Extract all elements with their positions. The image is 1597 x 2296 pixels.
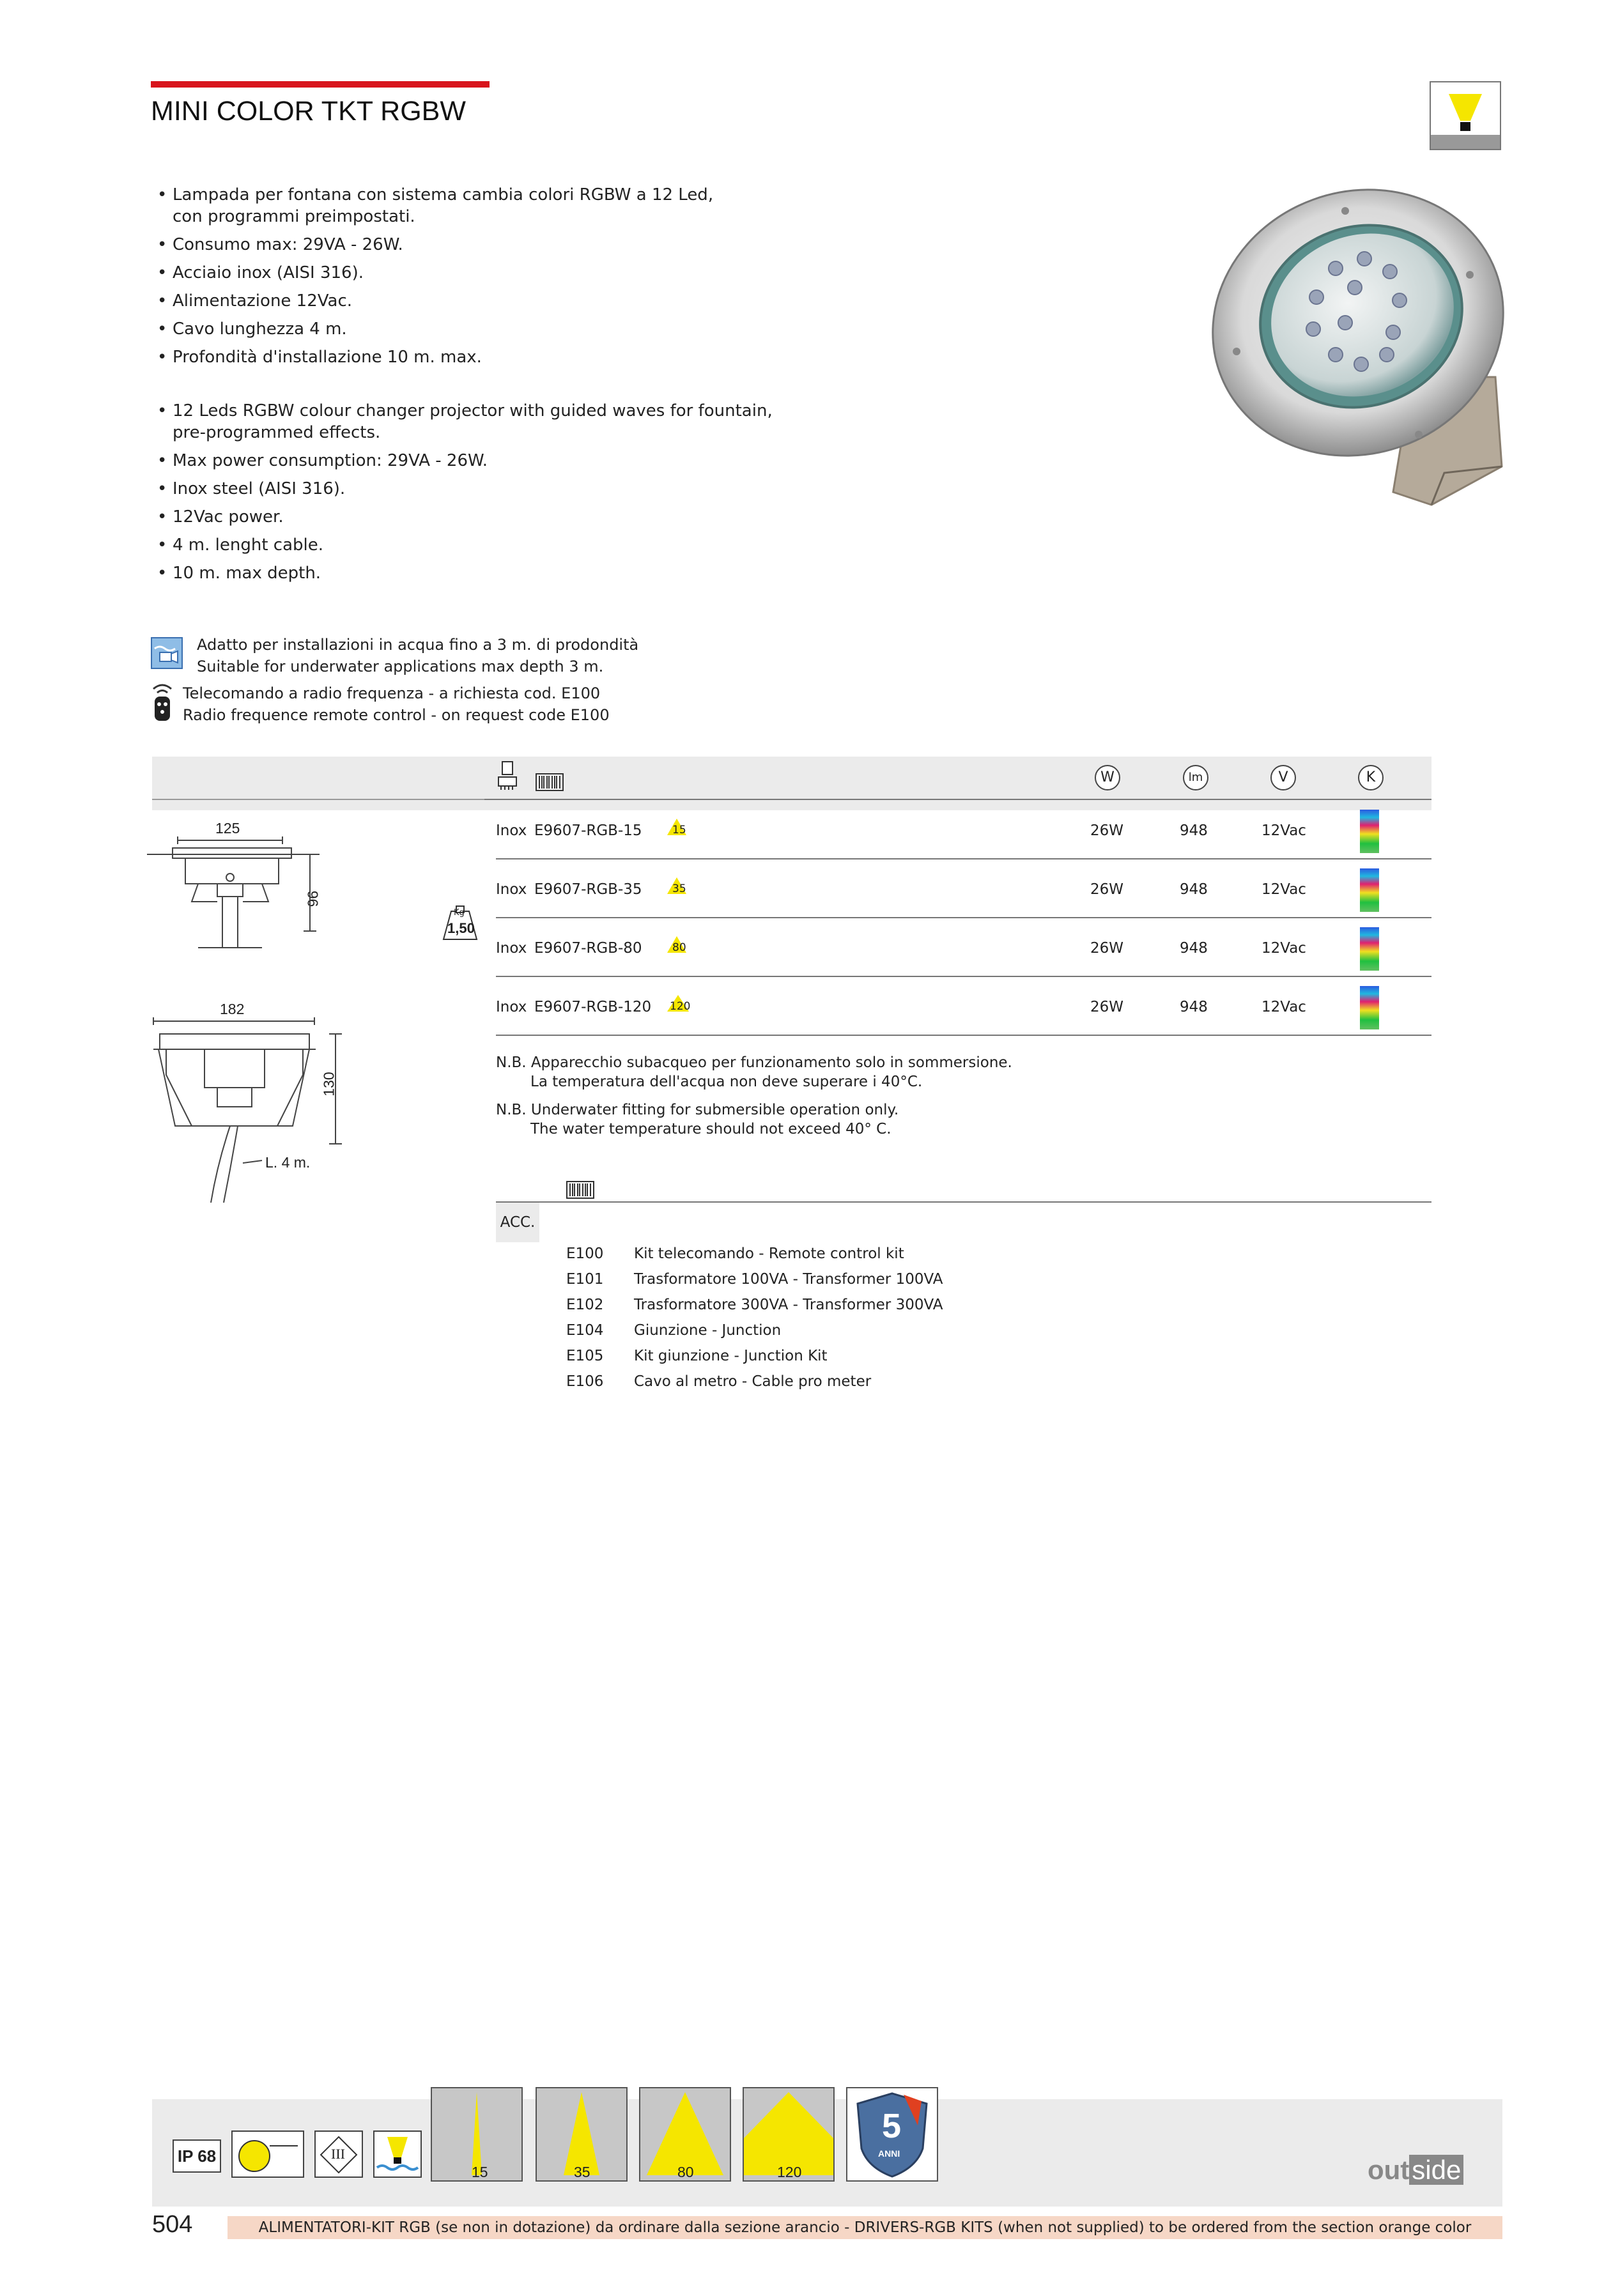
- note-en-1: N.B. Underwater fitting for submersible operation only.: [496, 1102, 899, 1118]
- water-info-it: Adatto per installazioni in acqua fino a 3 m. di prodondità: [197, 636, 639, 654]
- side-view-drawing: [147, 1016, 351, 1208]
- bullet-it-1: • Lampada per fontana con sistema cambia colori RGBW a 12 Led,: [157, 181, 773, 209]
- header-lumen: lm: [1183, 765, 1208, 790]
- remote-info-en: Radio frequence remote control - on request code E100: [183, 706, 610, 724]
- cell-beam: 15: [672, 824, 686, 836]
- underwater-lamp-icon: [373, 2130, 422, 2178]
- acc-code: E101: [566, 1271, 604, 1288]
- rgb-color-icon: [1360, 986, 1379, 1029]
- cell-beam: 120: [670, 1000, 691, 1013]
- lamp-body-icon: [231, 2130, 304, 2178]
- bullet-it-2: • Consumo max: 29VA - 26W.: [157, 231, 773, 259]
- note-it-1: N.B. Apparecchio subacqueo per funzionamento solo in sommersione.: [496, 1054, 1012, 1071]
- page-title: MINI COLOR TKT RGBW: [151, 96, 466, 127]
- dim1-height: 96: [304, 890, 321, 907]
- list-item: [566, 1267, 943, 1292]
- rgb-color-icon: [1360, 927, 1379, 971]
- product-table: [496, 802, 1431, 1038]
- cell-volt: 12Vac: [1261, 999, 1306, 1015]
- beam-15-label: 15: [472, 2164, 488, 2180]
- cell-watt: 26W: [1090, 999, 1124, 1015]
- cell-code: E9607-RGB-120: [534, 999, 652, 1015]
- cell-material: Inox: [496, 999, 527, 1015]
- cell-lumen: 948: [1180, 999, 1208, 1015]
- acc-desc: Trasformatore 100VA - Transformer 100VA: [634, 1271, 943, 1288]
- cell-volt: 12Vac: [1261, 940, 1306, 957]
- bullet-it-5: • Cavo lunghezza 4 m.: [157, 315, 773, 343]
- remote-info: [183, 682, 610, 726]
- table-row: [496, 861, 1431, 920]
- acc-desc: Giunzione - Junction: [634, 1322, 782, 1339]
- bullet-en-3: • Inox steel (AISI 316).: [157, 475, 773, 503]
- cell-beam: 35: [672, 882, 686, 895]
- note-it-2: La temperatura dell'acqua non deve superare i 40°C.: [530, 1074, 923, 1090]
- note-en-2: The water temperature should not exceed 40° C.: [530, 1121, 891, 1137]
- beam-120-label: 120: [777, 2164, 802, 2180]
- cell-lumen: 948: [1180, 822, 1208, 839]
- water-info: [197, 634, 638, 677]
- cell-volt: 12Vac: [1261, 822, 1306, 839]
- rgb-color-icon: [1360, 868, 1379, 912]
- cell-material: Inox: [496, 940, 527, 957]
- acc-code: E102: [566, 1297, 604, 1313]
- dim1-width: 125: [215, 820, 240, 836]
- cell-lumen: 948: [1180, 940, 1208, 957]
- cable-length: L. 4 m.: [265, 1154, 311, 1171]
- title-accent-bar: [151, 81, 490, 88]
- warranty-word: ANNI: [878, 2148, 900, 2159]
- accessory-barcode-icon: [566, 1181, 594, 1199]
- warranty-years: 5: [882, 2107, 902, 2145]
- description-list: [157, 181, 773, 587]
- remote-info-it: Telecomando a radio frequenza - a richiesta cod. E100: [183, 684, 601, 702]
- bullet-en-4: • 12Vac power.: [157, 503, 773, 531]
- dim2-height: 130: [320, 1072, 337, 1097]
- accessory-label: ACC.: [496, 1203, 539, 1242]
- dim2-width: 182: [220, 1001, 245, 1017]
- table-row: [496, 802, 1431, 861]
- cell-material: Inox: [496, 881, 527, 898]
- product-photo: [1201, 185, 1534, 518]
- beam-80-label: 80: [677, 2164, 694, 2180]
- bullet-it-6: • Profondità d'installazione 10 m. max.: [157, 343, 773, 371]
- divider: [152, 799, 484, 800]
- divider: [496, 1201, 1431, 1203]
- list-item: [566, 1318, 943, 1343]
- bullet-en-5: • 4 m. lenght cable.: [157, 531, 773, 559]
- page-number: 504: [152, 2211, 193, 2238]
- table-row: [496, 978, 1431, 1037]
- acc-desc: Cavo al metro - Cable pro meter: [634, 1373, 872, 1390]
- divider: [496, 858, 1431, 859]
- list-item: [566, 1241, 943, 1267]
- cell-code: E9607-RGB-80: [534, 940, 642, 957]
- header-kelvin: K: [1358, 765, 1384, 790]
- underwater-icon: [151, 637, 183, 669]
- bullet-it-4: • Alimentazione 12Vac.: [157, 287, 773, 315]
- rgb-color-icon: [1360, 810, 1379, 853]
- acc-code: E105: [566, 1348, 604, 1364]
- bullet-en-6: • 10 m. max depth.: [157, 559, 773, 587]
- brand-logo-b: side: [1409, 2155, 1463, 2185]
- bullet-en-2: • Max power consumption: 29VA - 26W.: [157, 447, 773, 475]
- header-watt: W: [1095, 765, 1120, 790]
- remote-control-icon: [150, 682, 175, 722]
- cell-code: E9607-RGB-35: [534, 881, 642, 898]
- cell-watt: 26W: [1090, 881, 1124, 898]
- divider: [496, 1035, 1431, 1036]
- cell-watt: 26W: [1090, 940, 1124, 957]
- acc-desc: Kit telecomando - Remote control kit: [634, 1245, 904, 1262]
- cell-volt: 12Vac: [1261, 881, 1306, 898]
- category-lamp-icon: [1430, 81, 1501, 150]
- bullet-en-1-cont: pre-programmed effects.: [173, 423, 381, 442]
- barcode-icon: [536, 773, 564, 791]
- cell-material: Inox: [496, 822, 527, 839]
- divider: [496, 917, 1431, 918]
- brand-logo: [1368, 2155, 1463, 2185]
- water-info-en: Suitable for underwater applications max depth 3 m.: [197, 658, 604, 675]
- class-label: III: [331, 2146, 345, 2162]
- bullet-en-1: • 12 Leds RGBW colour changer projector with guided waves for fountain,: [157, 397, 773, 425]
- weight-unit: Kg: [454, 908, 465, 918]
- beam-35-label: 35: [574, 2164, 590, 2180]
- list-item: [566, 1292, 943, 1318]
- notes-en: [496, 1100, 899, 1139]
- accessory-list: [566, 1241, 943, 1394]
- weight-value: 1,50: [447, 920, 475, 936]
- material-icon: [496, 760, 519, 791]
- cell-code: E9607-RGB-15: [534, 822, 642, 839]
- table-row: [496, 920, 1431, 978]
- acc-desc: Kit giunzione - Junction Kit: [634, 1348, 828, 1364]
- cell-lumen: 948: [1180, 881, 1208, 898]
- divider: [496, 976, 1431, 977]
- acc-code: E100: [566, 1245, 604, 1262]
- ip-rating: IP 68: [173, 2139, 221, 2173]
- cell-watt: 26W: [1090, 822, 1124, 839]
- bullet-it-1-cont: con programmi preimpostati.: [173, 207, 415, 226]
- list-item: [566, 1369, 943, 1394]
- notes-it: [496, 1053, 1012, 1091]
- brand-logo-a: out: [1368, 2155, 1410, 2185]
- orange-section-note: ALIMENTATORI-KIT RGB (se non in dotazione) da ordinare dalla sezione arancio - DRIVERS-RGB KITS (when not supplied) to be ordered from the section orange color: [228, 2216, 1502, 2239]
- front-view-drawing: [147, 834, 339, 971]
- bullet-it-3: • Acciaio inox (AISI 316).: [157, 259, 773, 287]
- header-volt: V: [1270, 765, 1296, 790]
- acc-desc: Trasformatore 300VA - Transformer 300VA: [634, 1297, 943, 1313]
- cell-beam: 80: [672, 941, 686, 954]
- acc-code: E104: [566, 1322, 604, 1339]
- acc-code: E106: [566, 1373, 604, 1390]
- list-item: [566, 1343, 943, 1369]
